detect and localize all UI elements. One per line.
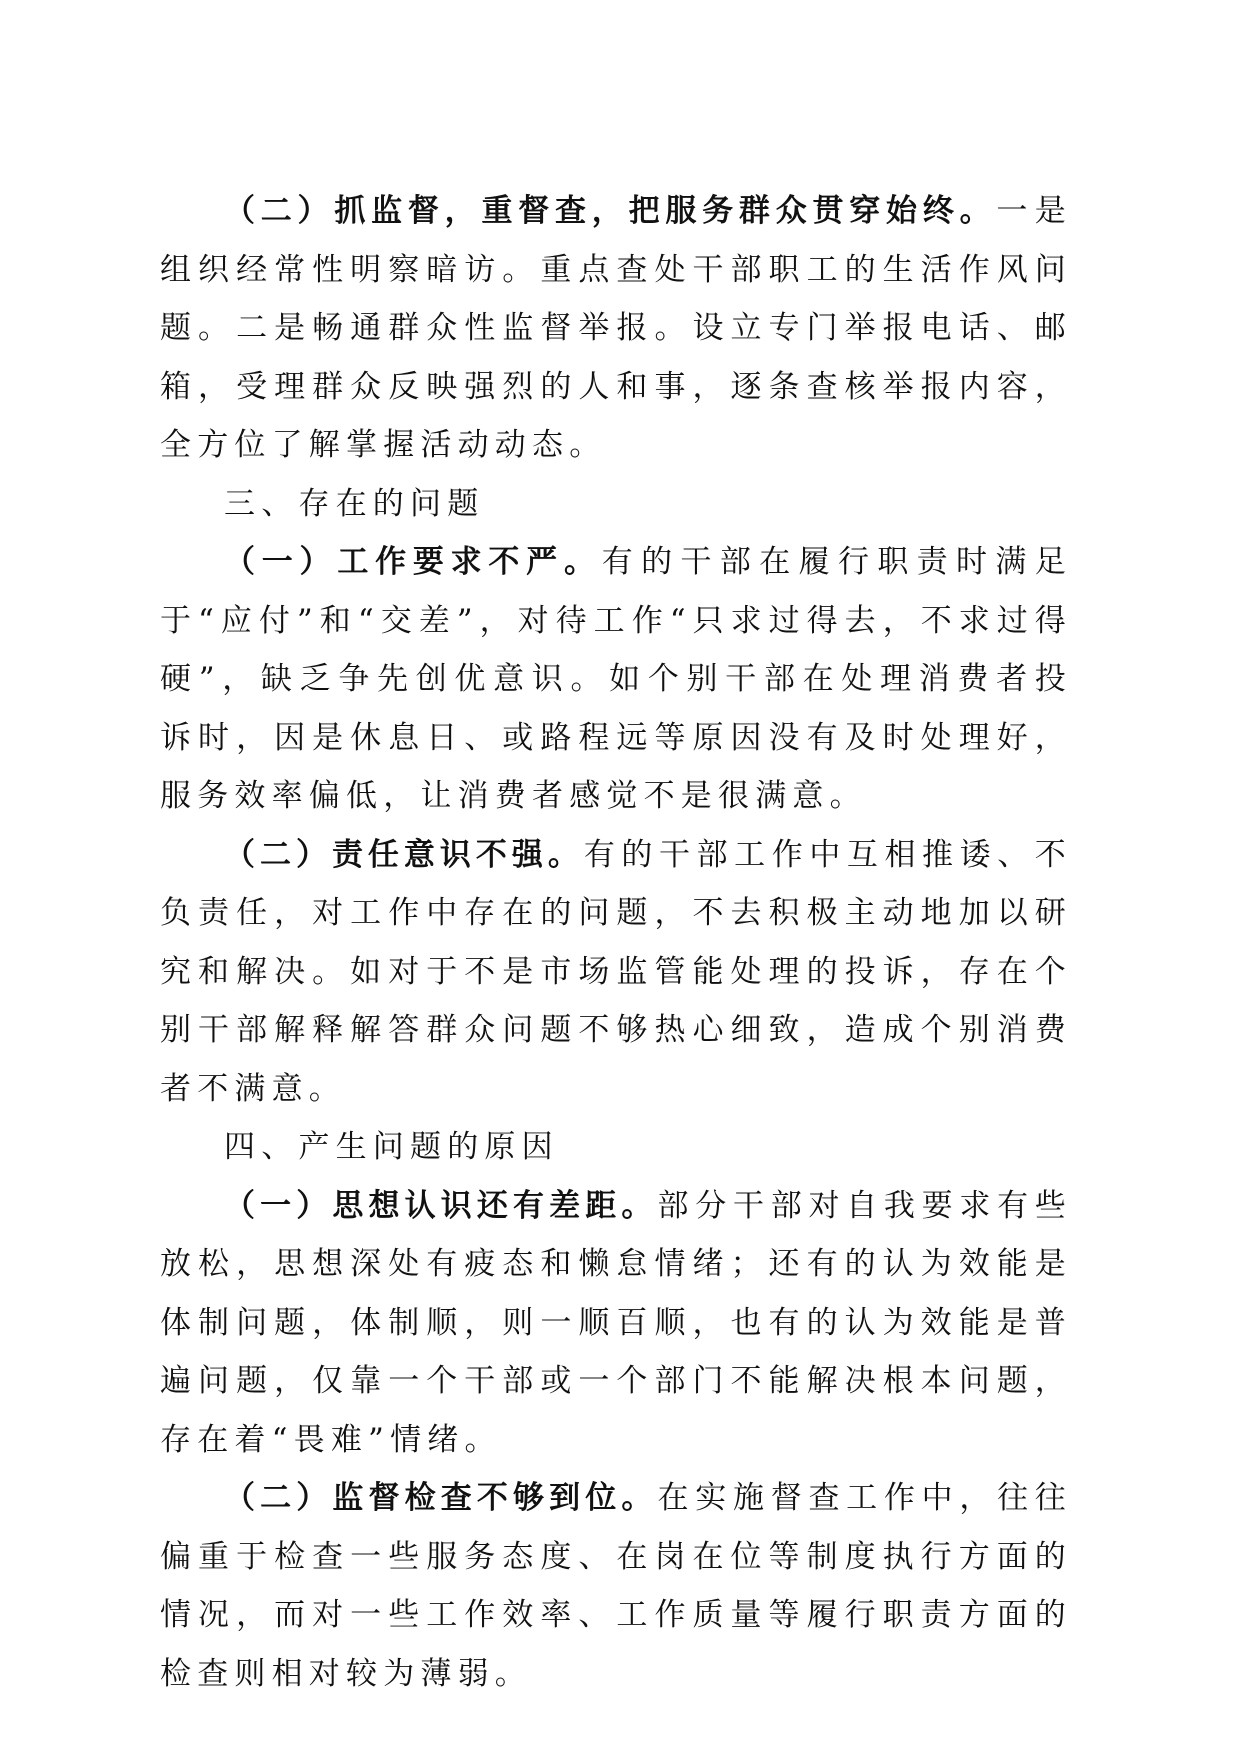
paragraph-lead: （一）工作要求不严。 (224, 544, 602, 580)
paragraph-supervision (160, 182, 1072, 475)
document-body (160, 182, 1072, 1703)
paragraph-text: 有的干部工作中互相推诿、不负责任，对工作中存在的问题，不去积极主动地加以研究和解决。如对于不是市场监管能处理的投诉，存在个别干部解释解答群众问题不够热心细致，造成个别消费者不满意。 (160, 836, 1073, 1107)
paragraph-lead: （二）责任意识不强。 (224, 836, 584, 873)
paragraph-lead: （一）思想认识还有差距。 (224, 1187, 658, 1224)
section-heading-problems: 三、存在的问题 (224, 485, 485, 522)
paragraph-text: 一是组织经常性明察暗访。重点查处干部职工的生活作风问题。二是畅通群众性监督举报。设立专门举报电话、邮箱，受理群众反映强烈的人和事，逐条查核举报内容，全方位了解掌握活动动态。 (160, 193, 1072, 463)
paragraph-lead: （二）抓监督，重督查，把服务群众贯穿始终。 (224, 193, 997, 229)
section-heading-causes: 四、产生问题的原因 (224, 1129, 559, 1165)
paragraph-text: 部分干部对自我要求有些放松，思想深处有疲态和懒怠情绪；还有的认为效能是体制问题，体制顺，则一顺百顺，也有的认为效能是普遍问题，仅靠一个干部或一个部门不能解决根本问题，存在着“畏难”情绪。 (160, 1187, 1073, 1458)
paragraph-text: 有的干部在履行职责时满足于“应付”和“交差”，对待工作“只求过得去，不求过得硬”，缺乏争先创优意识。如个别干部在处理消费者投诉时，因是休息日、或路程远等原因没有及时处理好，服务效率偏低，让消费者感觉不是很满意。 (160, 544, 1072, 814)
paragraph-inspection (160, 1469, 1072, 1703)
paragraph-text: 在实施督查工作中，往往偏重于检查一些服务态度、在岗在位等制度执行方面的情况，而对一些工作效率、工作质量等履行职责方面的检查则相对较为薄弱。 (160, 1480, 1073, 1692)
paragraph-lead: （二）监督检查不够到位。 (224, 1480, 658, 1516)
paragraph-work-requirements (160, 533, 1072, 826)
paragraph-ideology (160, 1177, 1072, 1470)
paragraph-responsibility (160, 826, 1072, 1119)
